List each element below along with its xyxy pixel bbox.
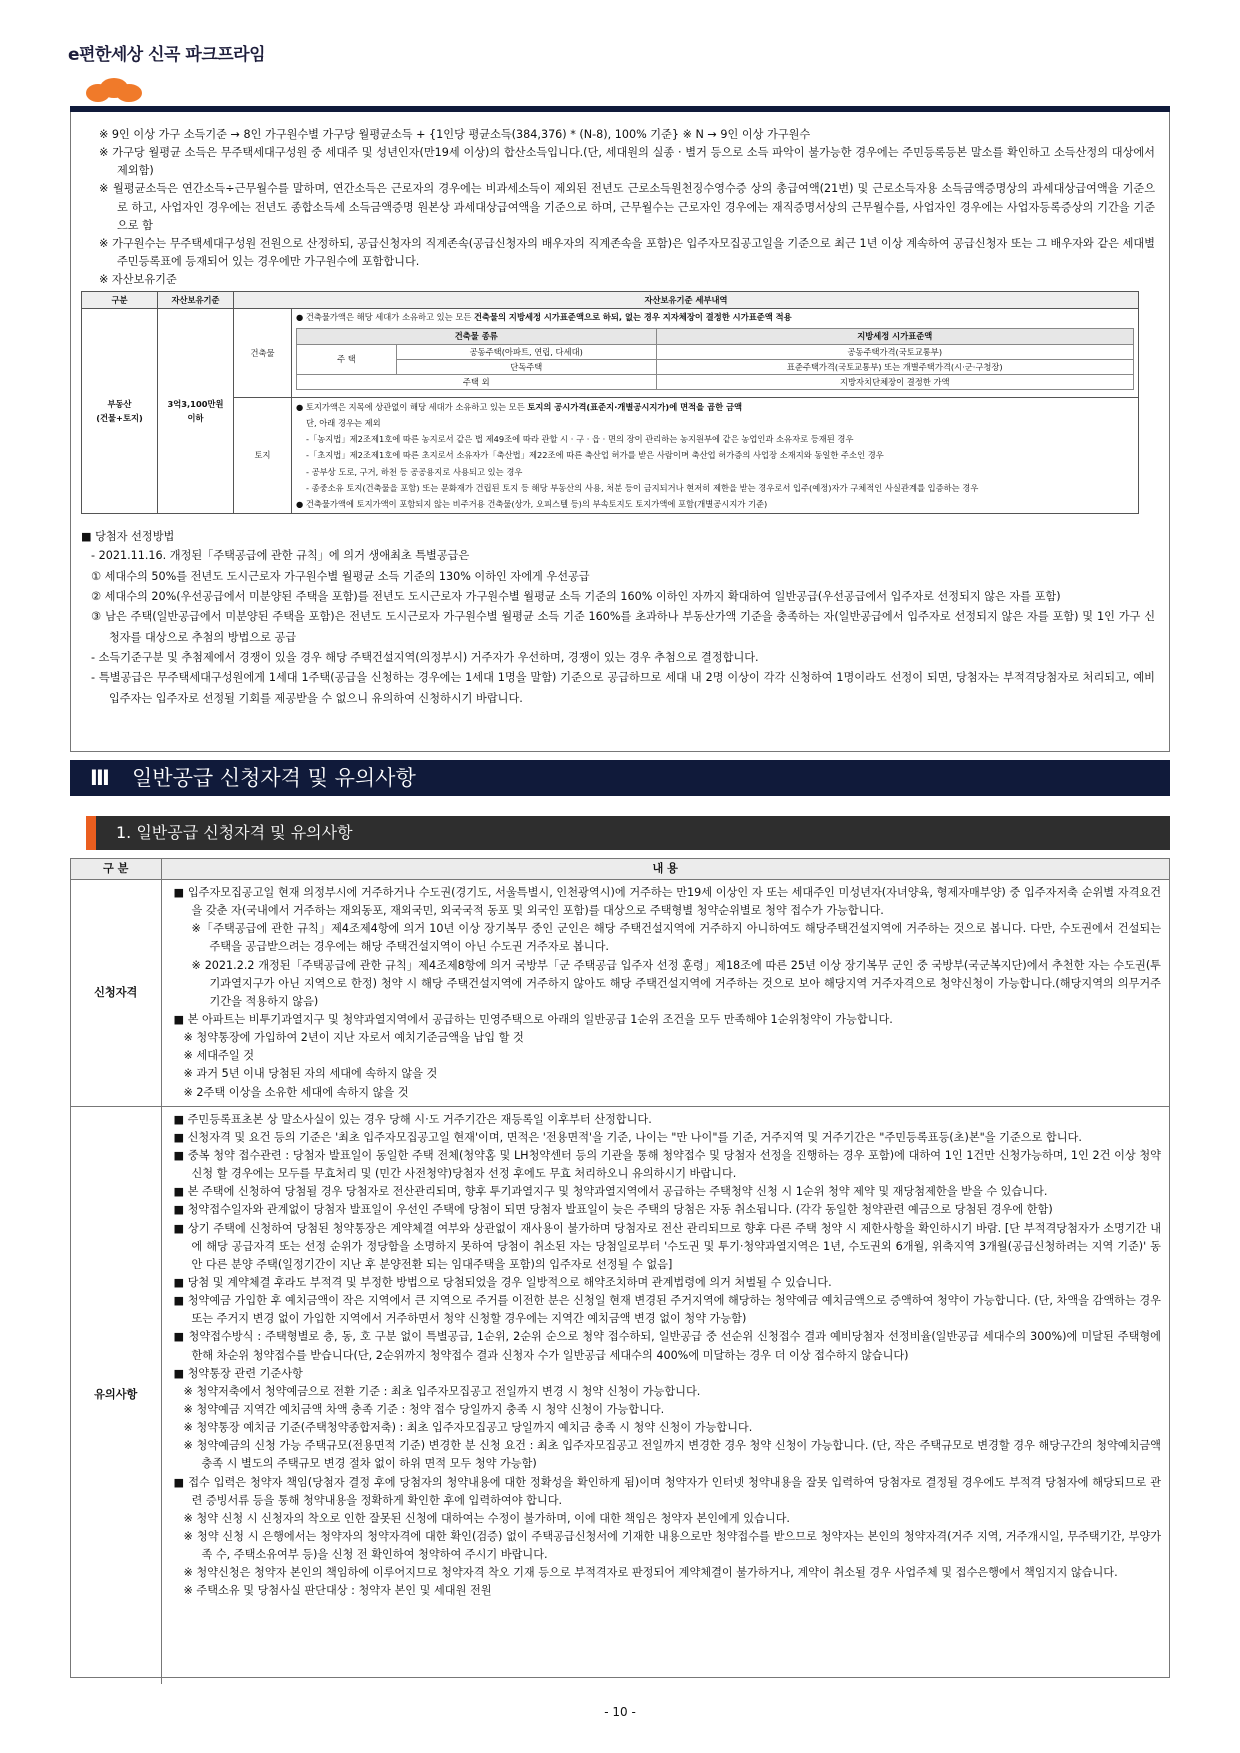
- selection-list: [91, 546, 1155, 709]
- label-notes: 유의사항: [71, 1106, 161, 1684]
- qualification-item: ■ 본 아파트는 비투기과열지구 및 청약과열지역에서 공급하는 민영주택으로 아래의 일반공급 1순위 조건을 모두 만족해야 1순위청약이 가능합니다.: [173, 1012, 893, 1026]
- notes-item: ■ 청약예금 가입한 후 예치금액이 작은 지역에서 큰 지역으로 주거를 이전한 분은 신청일 현재 변경된 주거지역에 해당하는 청약예금 예치금액으로 증액하여 청약이 가능합니다. (단, 차액을 감액하는 경우 또는 주거지 변경 없이 가입한 지역에서 거주하면서 청약 신청할 경우에는 지역간 예치금액 변경 없이 청약 가능함): [173, 1294, 1161, 1326]
- brand-logo-icon: [84, 76, 144, 104]
- asset-land-detail: ● 토지가액은 지목에 상관없이 해당 세대가 소유하고 있는 모든 토지의 공시가격(표준지·개별공시지가)에 면적을 곱한 금액 단, 아래 경우는 제외 -「농지법」제2조제1호에 따른 농지로서 같은 법 제49조에 따라 관할 시 · 구 · 읍 · 면의 장이 관리하는 농지원부에 같은 농업인과 소유자로 등재된 경우 -「초지법」제2조제1호에 따른 초지로서 소유자가「축산법」제22조에 따른 축산업 허가를 받은 사람이며 축산업 허가증의 사업장 소재지와 동일한 주소인 경우 - 공부상 도로, 구거, 하천 등 공공용지로 사용되고 있는 경우 - 종중소유 토지(건축물을 포함) 또는 문화재가 건립된 토지 등 해당 부동산의 사용, 처분 등이 금지되거나 현저히 제한을 받는 경우로서 입주(예정)자가 구체적인 사실관계를 입증하는 경우 ● 건축물가액에 토지가액이 포함되지 않는 비주거용 건축물(상가, 오피스텔 등)의 부속토지도 토지가액에 포함(개별공시지가 기준): [292, 397, 1139, 513]
- selection-item: - 2021.11.16. 개정된「주택공급에 관한 규칙」에 의거 생애최초 특별공급은: [91, 549, 470, 563]
- subsection-accent: [86, 816, 96, 850]
- asset-header-gubun: 구분: [82, 292, 158, 309]
- notes-item: ※ 청약 신청 시 은행에서는 청약자의 청약자격에 대한 확인(검증) 없이 주택공급신청서에 기재한 내용으로만 청약접수를 받으므로 청약자는 본인의 청약자격(거주 지역, 거주개시일, 무주택기간, 부양가족 수, 주택소유여부 등)을 신청 전 확인하여 청약하여 주시기 바랍니다.: [183, 1529, 1161, 1562]
- qualification-content: [161, 880, 1169, 1107]
- notes-item: ■ 청약접수방식 : 주택형별로 층, 동, 호 구분 없이 특별공급, 1순위, 2순위 순으로 청약 접수하되, 일반공급 중 선순위 신청접수 결과 예비당첨자 선정비율(일반공급 세대수의 300%)에 미달된 주택형에 한해 차순위 청약접수를 받습니다(단, 2순위까지 청약접수 결과 신청자 수가 일반공급 세대수의 400%에 미달하는 경우 더 이상 접수하지 않습니다): [173, 1330, 1161, 1362]
- selection-title: ■ 당첨자 선정방법: [81, 530, 175, 544]
- header-gubun: 구 분: [71, 859, 161, 880]
- asset-header-detail: 자산보유기준 세부내역: [234, 292, 1139, 309]
- asset-standard-cell: 3억3,100만원 이하: [158, 309, 234, 514]
- notes-item: ※ 청약통장 예치금 기준(주택청약종합저축) : 최초 입주자모집공고 당일까지 예치금 충족 시 청약 신청이 가능합니다.: [183, 1421, 753, 1435]
- note-item: ※ 자산보유기준: [99, 273, 177, 287]
- brand-title: e편한세상 신곡 파크프라임: [68, 45, 266, 65]
- asset-realty-cell: 부동산 (건물+토지): [82, 309, 158, 514]
- note-item: ※ 가구원수는 무주택세대구성원 전원으로 산정하되, 공급신청자의 직계존속(공급신청자의 배우자의 직계존속을 포함)은 입주자모집공고일을 기준으로 최근 1년 이상 계속하여 공급신청자 또는 그 배우자와 같은 세대별 주민등록표에 등재되어 있는 경우에만 가구원수에 포함합니다.: [99, 236, 1155, 268]
- notes-item: ※ 청약신청은 청약자 본인의 책임하에 이루어지므로 청약자격 착오 기재 등으로 부적격자로 판정되어 계약체결이 불가하거나, 계약이 취소될 경우 사업주체 및 접수은행에서 책임지지 않습니다.: [183, 1566, 1118, 1580]
- notes-item: ■ 상기 주택에 신청하여 당첨된 청약통장은 계약체결 여부와 상관없이 재사용이 불가하며 당첨자로 전산 관리되므로 향후 다른 주택 청약 시 제한사항을 확인하시기 바람. [단 부적격당첨자가 소명기간 내에 해당 공급자격 또는 선정 순위가 정당함을 소명하지 못하여 당첨이 취소된 자는 당첨일로부터 '수도권 및 투기·청약과열지역은 1년, 수도권외 6개월, 위축지역 3개월(공급신청하려는 지역 기준)' 동안 다른 분양 주택(일정기간이 지난 후 분양전환 되는 임대주택을 포함)의 입주자로 선정될 수 없음]: [173, 1221, 1161, 1271]
- section-header: [70, 760, 1170, 796]
- asset-building-label: 건축물: [234, 309, 292, 397]
- notes-content: [161, 1106, 1169, 1684]
- selection-item: ③ 남은 주택(일반공급에서 미분양된 주택을 포함)은 전년도 도시근로자 가구원수별 월평균 소득 기준 160%를 초과하나 부동산가액 기준을 충족하는 자(일반공급에서 입주자로 선정되지 않은 자를 포함) 및 1인 가구 신청자를 대상으로 추첨의 방법으로 공급: [91, 610, 1155, 644]
- notes-item: ※ 청약 신청 시 신청자의 착오로 인한 잘못된 신청에 대하여는 수정이 불가하며, 이에 대한 책임은 청약자 본인에게 있습니다.: [183, 1511, 790, 1525]
- notes-item: ■ 당첨 및 계약체결 후라도 부적격 및 부정한 방법으로 당첨되었을 경우 일방적으로 해약조치하며 관계법령에 의거 처벌될 수 있습니다.: [173, 1275, 832, 1289]
- qualification-item: ■ 입주자모집공고일 현재 의정부시에 거주하거나 수도권(경기도, 서울특별시, 인천광역시)에 거주하는 만19세 이상인 자 또는 세대주인 미성년자(자녀양육, 형제자매부양) 중 입주자저축 순위별 자격요건을 갖춘 자(국내에서 거주하는 재외동포, 재외국민, 외국국적 동포 및 외국인 포함)를 대상으로 주택형별 청약순위별로 청약 접수가 가능합니다.: [173, 886, 1161, 918]
- header-content: 내 용: [161, 859, 1169, 880]
- label-qualification: 신청자격: [71, 880, 161, 1107]
- section-number: Ⅲ: [90, 766, 110, 790]
- notes-item: ■ 본 주택에 신청하여 당첨될 경우 당첨자로 전산관리되며, 향후 투기과열지구 및 청약과열지역에서 공급하는 주택청약 신청 시 1순위 청약 제약 및 재당첨제한을 받을 수 있습니다.: [173, 1185, 1048, 1199]
- selection-item: ② 세대수의 20%(우선공급에서 미분양된 주택을 포함)를 전년도 도시근로자 가구원수별 월평균 소득 기준의 160% 이하인 자까지 확대하여 일반공급(우선공급에서 입주자로 선정되지 않은 자를 포함): [91, 589, 1061, 603]
- asset-header-standard: 자산보유기준: [158, 292, 234, 309]
- qualification-item: ※ 청약통장에 가입하여 2년이 지난 자로서 예치기준금액을 납입 할 것: [183, 1031, 524, 1045]
- notes-item: ■ 청약통장 관련 기준사항: [173, 1366, 303, 1380]
- notes-item: ※ 주택소유 및 당첨사실 판단대상 : 청약자 본인 및 세대원 전원: [183, 1584, 492, 1598]
- selection-item: ① 세대수의 50%를 전년도 도시근로자 가구원수별 월평균 소득 기준의 130% 이하인 자에게 우선공급: [91, 569, 590, 583]
- section-title: 일반공급 신청자격 및 유의사항: [132, 766, 416, 790]
- qualification-item: ※ 과거 5년 이내 당첨된 자의 세대에 속하지 않을 것: [183, 1067, 438, 1081]
- qualification-item: ※ 세대주일 것: [183, 1049, 255, 1063]
- building-type-table: 건축물 종류 지방세정 시가표준액 주 택 공동주택(아파트, 연립, 다세대) 공동주택가격(국토교통부) 단독주택 표준주택가격(국토교통부) 또는 개별주택가격(시·군·구청장) 주택 외 지방자치단체장이 결정한 가액: [296, 328, 1134, 389]
- subsection-title: 1. 일반공급 신청자격 및 유의사항: [116, 823, 353, 842]
- note-item: ※ 월평균소득은 연간소득÷근무월수를 말하며, 연간소득은 근로자의 경우에는 비과세소득이 제외된 전년도 근로소득원천징수영수증 상의 총급여액(21번) 및 근로소득자용 소득금액증명상의 과세대상급여액을 기준으로 하고, 사업자인 경우에는 전년도 종합소득세 소득금액증명 원본상 과세대상급여액을 기준으로 하며, 근무월수는 근로자인 경우에는 재직증명서상의 근무월수를, 사업자인 경우에는 사업자등록증상의 기간을 기준으로 함: [99, 182, 1155, 232]
- subsection-header: [86, 816, 1170, 850]
- notes-item: ■ 청약접수일자와 관계없이 당첨자 발표일이 우선인 주택에 당첨이 되면 당첨자 발표일이 늦은 주택의 당첨은 자동 취소됩니다. (각각 동일한 청약관련 예금으로 당첨된 경우에 한함): [173, 1203, 1053, 1217]
- notes-item: ■ 주민등록표초본 상 말소사실이 있는 경우 당해 시·도 거주기간은 재등록일 이후부터 산정합니다.: [173, 1112, 652, 1126]
- notes-item: ■ 신청자격 및 요건 등의 기준은 '최초 입주자모집공고일 현재'이며, 면적은 '전용면적'을 기준, 나이는 "만 나이"를 기준, 거주지역 및 거주기간은 "주민등록표등(초)본"을 기준으로 합니다.: [173, 1130, 1082, 1144]
- notes-item: ■ 접수 입력은 청약자 책임(당첨자 결정 후에 당첨자의 청약내용에 대한 정확성을 확인하게 됨)이며 청약자가 인터넷 청약내용을 잘못 입력하여 당첨자로 결정될 경우에도 부적격 당첨자에 해당되므로 관련 증빙서류 등을 통해 청약내용을 정확하게 확인한 후에 입력하여야 합니다.: [173, 1475, 1161, 1507]
- notes-item: ※ 청약저축에서 청약예금으로 전환 기준 : 최초 입주자모집공고 전일까지 변경 시 청약 신청이 가능합니다.: [183, 1384, 701, 1398]
- page-number: - 10 -: [604, 1705, 636, 1719]
- notes-item: ※ 청약예금 지역간 예치금액 차액 충족 기준 : 청약 접수 당일까지 충족 시 청약 신청이 가능합니다.: [183, 1402, 665, 1416]
- asset-building-detail: ● 건축물가액은 해당 세대가 소유하고 있는 모든 건축물의 지방세정 시가표준액으로 하되, 없는 경우 지자체장이 결정한 시가표준액 적용 건축물 종류 지방세정 시가표준액 주 택 공동주택(아파트, 연립, 다세대) 공동주택가격(국토교통부) 단독주택 표준주택가격(국토교통부) 또는 개별주택가격(시·군·구청장) 주택 외 지방자치단체장이 결정한 가액: [292, 309, 1139, 397]
- asset-land-label: 토지: [234, 397, 292, 513]
- notes-item: ■ 중복 청약 접수관련 : 당첨자 발표일이 동일한 주택 전체(청약홈 및 LH청약센터 등의 기관을 통해 청약접수 및 당첨자 선정을 진행하는 경우 포함)에 대하여 1인 1건만 신청가능하며, 1인 2건 이상 청약신청 할 경우에는 모두를 무효처리 및 (민간 사전청약)당첨자 선정 후에도 무효 처리하오니 유의하시기 바랍니다.: [173, 1148, 1161, 1181]
- note-item: ※ 9인 이상 가구 소득기준 → 8인 가구원수별 가구당 월평균소득 + {1인당 평균소득(384,376) * (N-8), 100% 기준} ※ N → 9인 이상 가구원수: [99, 128, 811, 141]
- qualification-item: ※ 2주택 이상을 소유한 세대에 속하지 않을 것: [183, 1085, 409, 1099]
- qualification-item: ※ 2021.2.2 개정된「주택공급에 관한 규칙」제4조제8항에 의거 국방부「군 주택공급 입주자 선정 훈령」제18조에 따른 25년 이상 장기복무 군인 중 국방부(국군복지단)에서 추천한 자는 수도권(투기과열지구가 아닌 지역으로 한정) 청약 시 해당 주택건설지역에 거주하지 않아도 해당 주택건설지역에 거주하는 것으로 보아 해당지역 거주자격으로 청약신청이 가능합니다.(해당지역의 의무거주기간을 적용하지 않음): [191, 958, 1161, 1008]
- selection-item: - 특별공급은 무주택세대구성원에게 1세대 1주택(공급을 신청하는 경우에는 1세대 1명을 말함) 기준으로 공급하므로 세대 내 2명 이상이 각각 신청하여 1명이라도 선정이 되면, 당첨자는 부적격당첨자로 처리되고, 예비입주자는 입주자로 선정될 기회를 제공받을 수 없으니 유의하여 신청하시기 바랍니다.: [91, 671, 1155, 705]
- notes-item: ※ 청약예금의 신청 가능 주택규모(전용면적 기준) 변경한 분 신청 요건 : 최초 입주자모집공고 전일까지 변경한 경우 청약 신청이 가능합니다. (단, 작은 주택규모로 변경할 경우 해당구간의 청약예치금액 충족 시 별도의 주택규모 변경 절차 없이 하위 면적 모두 청약 가능함): [183, 1439, 1161, 1471]
- note-item: ※ 가구당 월평균 소득은 무주택세대구성원 중 세대주 및 성년인자(만19세 이상)의 합산소득입니다.(단, 세대원의 실종 · 별거 등으로 소득 파악이 불가능한 경우에는 주민등록등본 말소를 확인하고 소득산정의 대상에서 제외함): [99, 146, 1155, 178]
- qualification-item: ※「주택공급에 관한 규칙」제4조제4항에 의거 10년 이상 장기복무 중인 군인은 해당 주택건설지역에 거주하지 아니하여도 해당주택건설지역에 거주하는 것으로 봅니다. 다만, 수도권에서 건설되는 주택을 공급받으려는 경우에는 해당 주택건설지역이 아닌 수도권 거주자로 봅니다.: [191, 922, 1161, 954]
- eligibility-table: [70, 858, 1170, 1678]
- selection-item: - 소득기준구분 및 추첨제에서 경쟁이 있을 경우 해당 주택건설지역(의정부시) 거주자가 우선하며, 경쟁이 있는 경우 추첨으로 결정합니다.: [91, 651, 759, 665]
- income-asset-box: [70, 112, 1170, 752]
- asset-table: [81, 291, 1139, 514]
